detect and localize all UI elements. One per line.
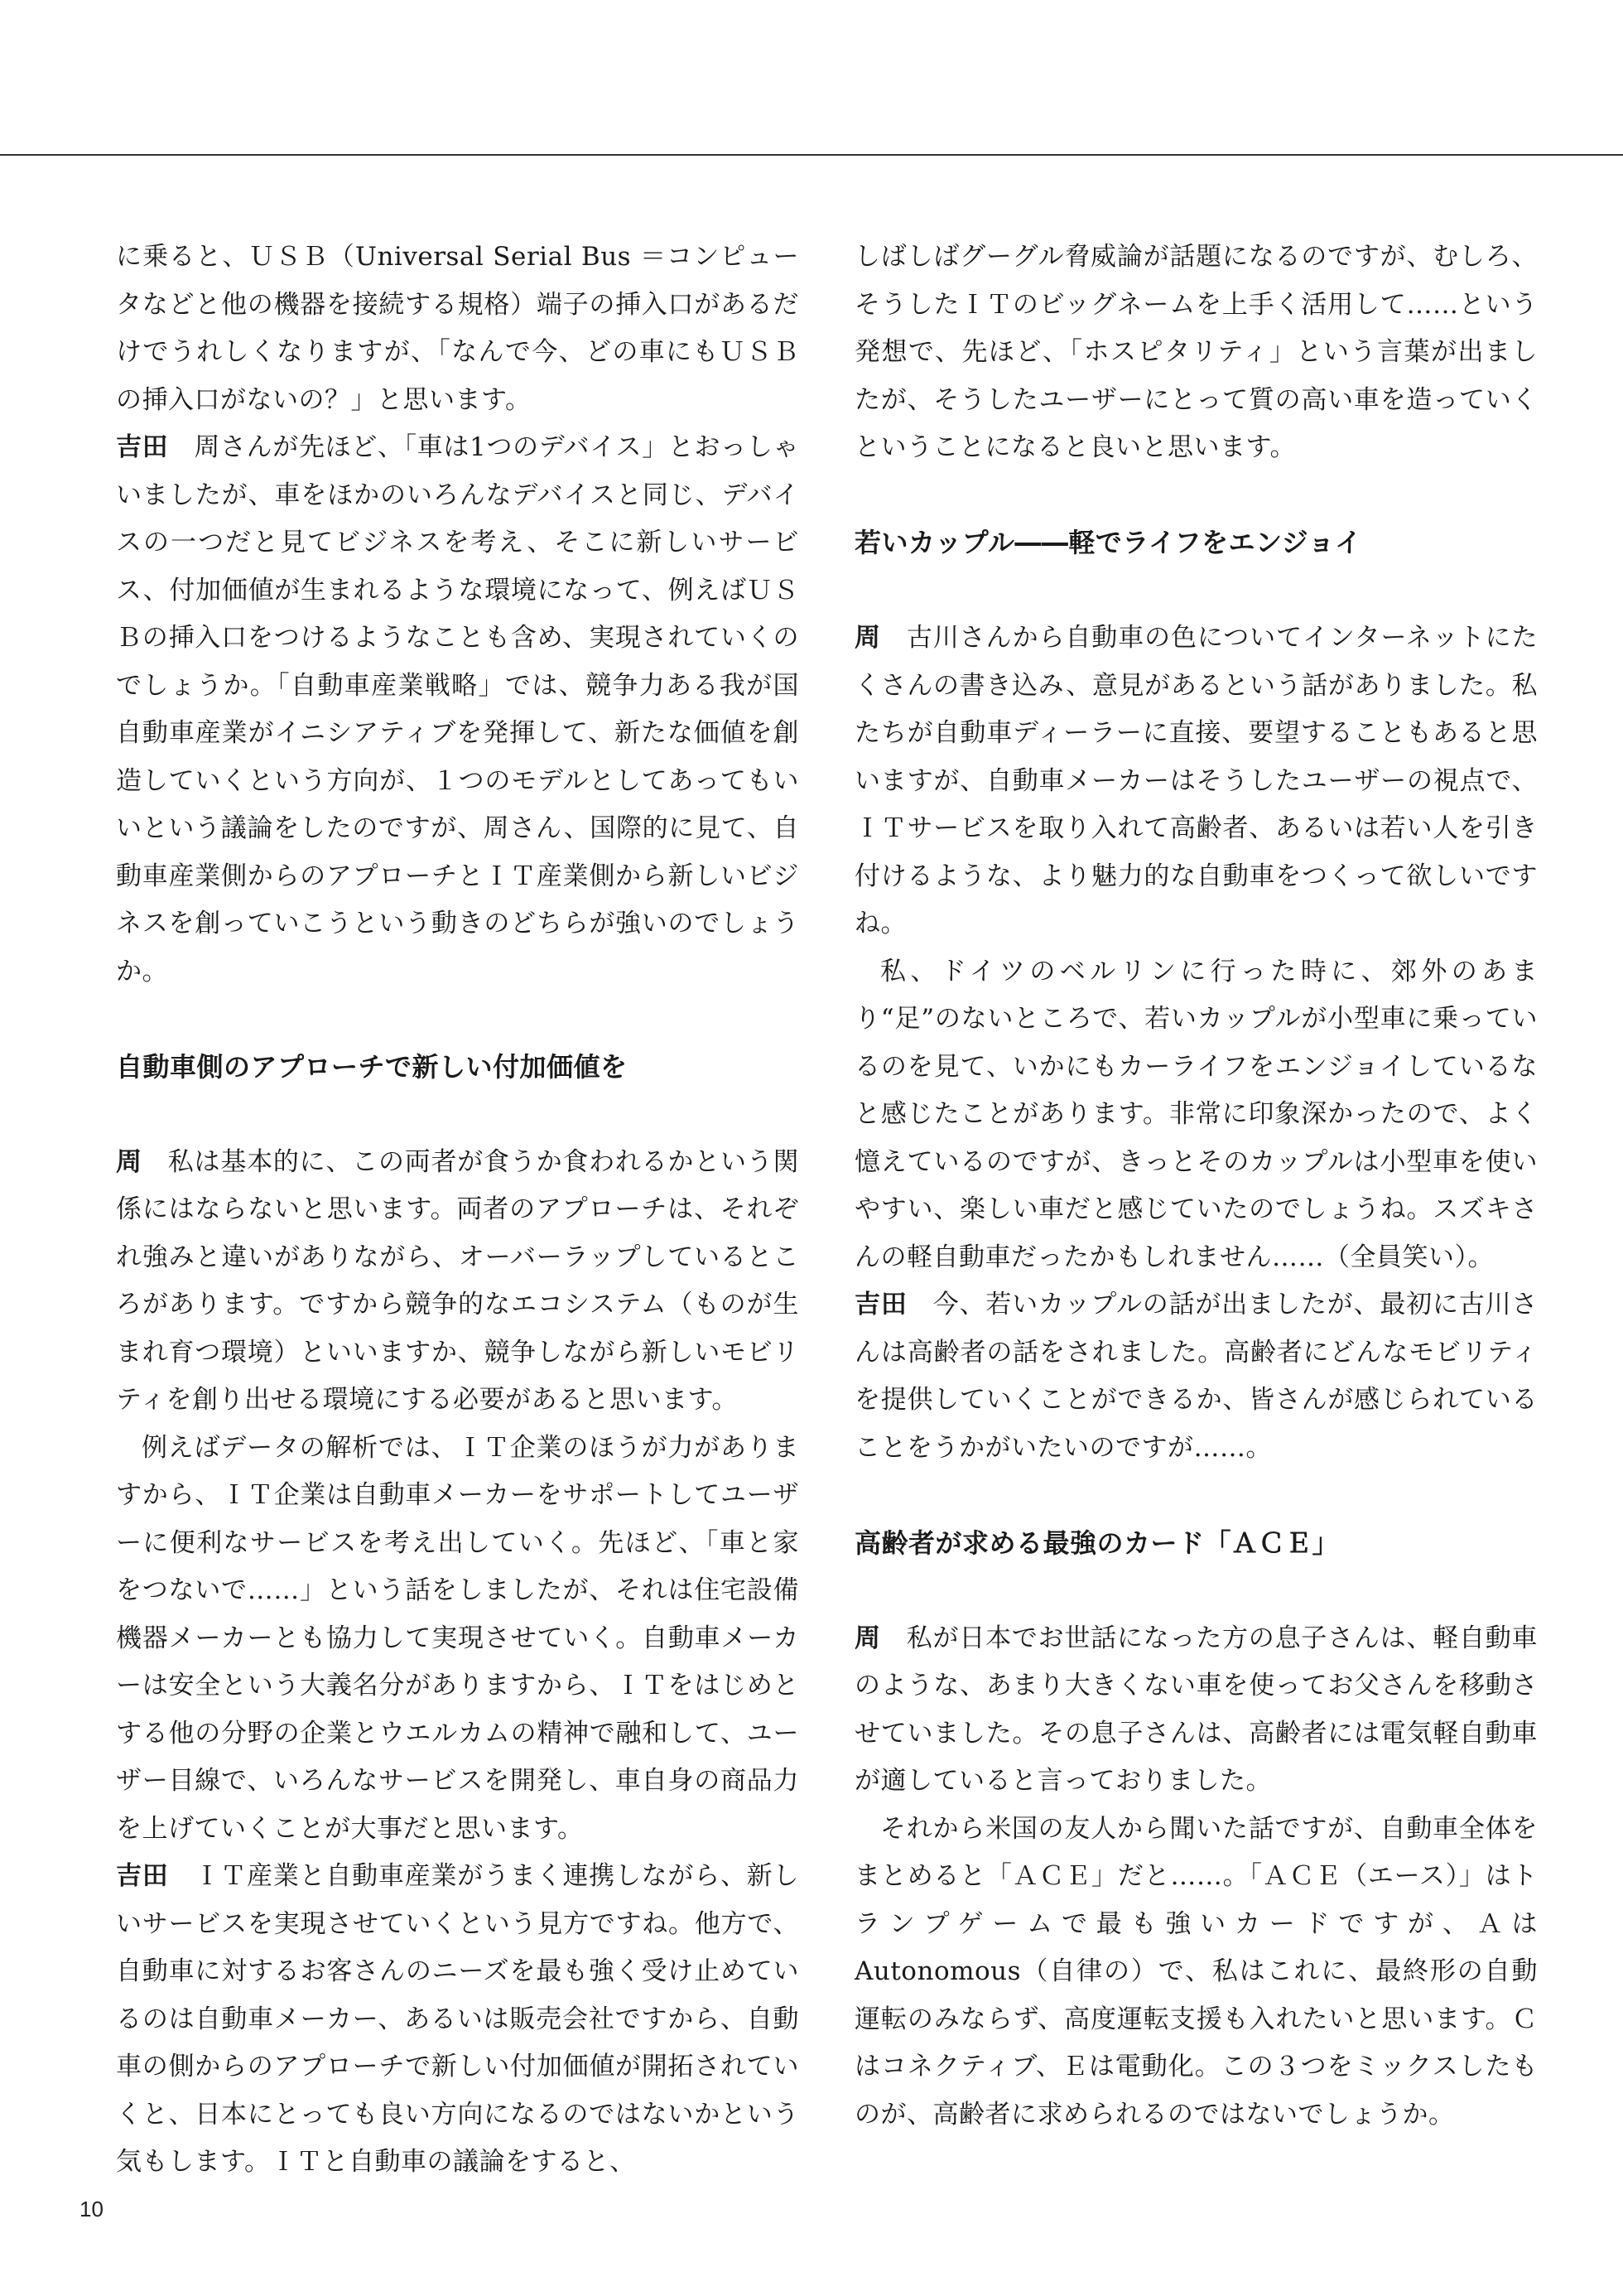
- paragraph: しばしばグーグル脅威論が話題になるのですが、むしろ、そうしたＩＴのビッグネームを上手く活用して……という発想で、先ほど、「ホスピタリティ」という言葉が出ましたが、そうしたユーザーにとって質の高い車を造っていくということになると良いと思います。: [855, 242, 1538, 462]
- paragraph-text: 今、若いカップルの話が出ましたが、最初に古川さんは高齢者の話をされました。高齢者にどんなモビリティを提供していくことができるか、皆さんが感じられていることをうかがいたいのですが……。: [855, 1290, 1538, 1463]
- paragraph: 例えばデータの解析では、ＩＴ企業のほうが力がありますから、ＩＴ企業は自動車メーカーをサポートしてユーザーに便利なサービスを考え出していく。先ほど、「車と家をつないで……」という話をしましたが、それは住宅設備機器メーカーとも協力して実現させていく。自動車メーカーは安全という大義名分がありますから、ＩＴをはじめとする他の分野の企業とウエルカムの精神で融和して、ユーザー目線で、いろんなサービスを開発し、車自身の商品力を上げていくことが大事だと思います。: [116, 1432, 799, 1844]
- speaker-label: 吉田: [116, 432, 169, 462]
- section-heading: 自動車側のアプローチで新しい付加価値を: [116, 1050, 628, 1083]
- paragraph-text: 古川さんから自動車の色についてインターネットにたくさんの書き込み、意見があるという話がありました。私たちが自動車ディーラーに直接、要望することもあると思いますが、自動車メーカーはそうしたユーザーの視点で、ＩＴサービスを取り入れて高齢者、あるいは若い人を引き付けるような、より魅力的な自動車をつくって欲しいですね。: [855, 623, 1539, 938]
- section-heading: 若いカップル――軽でライフをエンジョイ: [855, 527, 1362, 558]
- paragraph-text: 私が日本でお世話になった方の息子さんは、軽自動車のような、あまり大きくない車を使ってお父さんを移動させていました。その息子さんは、高齢者には電気軽自動車が適していると言っておりました。: [855, 1623, 1539, 1796]
- section-heading: 高齢者が求める最強のカード「ＡＣＥ」: [855, 1527, 1340, 1559]
- paragraph: 私、ドイツのベルリンに行った時に、郊外のあまり“足”のないところで、若いカップルが小型車に乗っているのを見て、いかにもカーライフをエンジョイしているなと感じたことがあります。非常に印象深かったので、よく憶えているのですが、きっとそのカップルは小型車を使いやすい、楽しい車だと感じていたのでしょうね。スズキさんの軽自動車だったかもしれません……（全員笑い）。: [855, 956, 1538, 1272]
- paragraph-text: ＩＴ産業と自動車産業がうまく連携しながら、新しいサービスを実現させていくという見方ですね。他方で、自動車に対するお客さんのニーズを最も強く受け止めているのは自動車メーカー、あるいは販売会社ですから、自動車の側からのアプローチで新しい付加価値が開拓されていくと、日本にとっても良い方向になるのではないかという気もします。ＩＴと自動車の議論をすると、: [116, 1861, 800, 2177]
- speaker-label: 周: [855, 623, 881, 653]
- speaker-label: 周: [855, 1623, 881, 1653]
- left-column: [116, 234, 799, 2187]
- paragraph-text: 私は基本的に、この両者が食うか食われるかという関係にはならないと思います。両者のアプローチは、それぞれ強みと違いがありながら、オーバーラップしているところがあります。ですから競争的なエコシステム（ものが生まれ育つ環境）といいますか、競争しながら新しいモビリティを創り出せる環境にする必要があると思います。: [116, 1146, 800, 1415]
- paragraph: に乗ると、ＵＳＢ（Universal Serial Bus ＝コンピュータなどと他の機器を接続する規格）端子の挿入口があるだけでうれしくなりますが、「なんで今、どの車にもＵＳＢの挿入口がないの？」と思います。: [116, 242, 799, 415]
- paragraph: [855, 1281, 1538, 1472]
- paragraph: [116, 424, 799, 996]
- paragraph: [855, 1615, 1538, 1806]
- speaker-label: 吉田: [116, 1861, 169, 1891]
- speaker-label: 吉田: [855, 1290, 908, 1319]
- header-rule: [0, 154, 1623, 156]
- paragraph: それから米国の友人から聞いた話ですが、自動車全体をまとめると「ＡＣＥ」だと……。「ＡＣＥ（エース）」はトランプゲームで最も強いカードですが、Ａは Autonomous（自律の）で、私はこれに、最終形の自動運転のみならず、高度運転支援も入れたいと思います。Ｃはコネクティブ、Ｅは電動化。この３つをミックスしたものが、高齢者に求められるのではないでしょうか。: [855, 1813, 1538, 2130]
- right-column: [855, 234, 1538, 2139]
- paragraph: [116, 1853, 799, 2187]
- page-number: 10: [79, 2197, 104, 2221]
- paragraph-text: 周さんが先ほど、「車は1つのデバイス」とおっしゃいましたが、車をほかのいろんなデバイスと同じ、デバイスの一つだと見てビジネスを考え、そこに新しいサービス、付加価値が生まれるような環境になって、例えばＵＳＢの挿入口をつけるようなことも含め、実現されていくのでしょうか。「自動車産業戦略」では、競争力ある我が国自動車産業がイニシアティブを発揮して、新たな価値を創造していくという方向が、１つのモデルとしてあってもいいという議論をしたのですが、周さん、国際的に見て、自動車産業側からのアプローチとＩＴ産業側から新しいビジネスを創っていこうという動きのどちらが強いのでしょうか。: [116, 432, 800, 986]
- paragraph: [116, 1139, 799, 1425]
- paragraph: [855, 615, 1538, 948]
- speaker-label: 周: [116, 1146, 142, 1177]
